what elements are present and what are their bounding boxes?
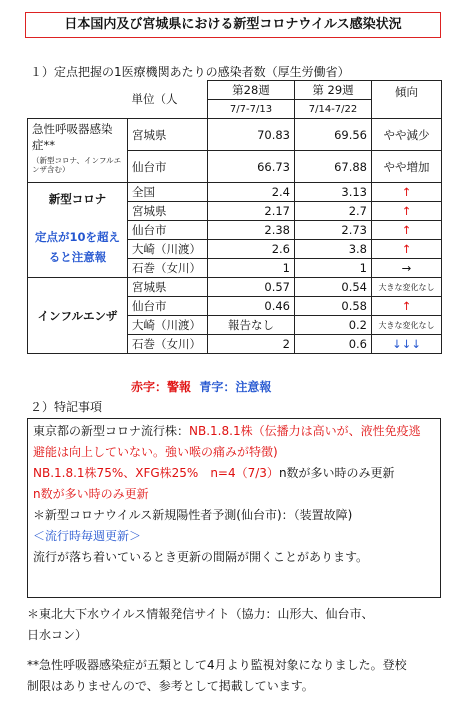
covid-area: 仙台市 (128, 221, 208, 240)
covid-group-cell (28, 183, 128, 278)
legend-blue: 青字：注意報 (199, 380, 272, 394)
legend-red: 赤字：警報 (131, 380, 192, 394)
footer-line3: **急性呼吸器感染症が五類として4月より監視対象になりました。登校 (27, 658, 407, 672)
ari-w29: 67.88 (295, 151, 372, 183)
dates-week28: 7/7-7/13 (208, 100, 295, 119)
header-trend: 傾向 (372, 81, 442, 119)
flu-trend: ↑ (372, 297, 442, 316)
covid-area: 全国 (128, 183, 208, 202)
ari-area: 仙台市 (128, 151, 208, 183)
covid-w28: 2.38 (208, 221, 295, 240)
ari-group-cell (28, 119, 128, 183)
covid-area: 石巻（女川） (128, 259, 208, 278)
flu-w29: 0.2 (295, 316, 372, 335)
covid-trend: → (372, 259, 442, 278)
ari-trend: やや減少 (372, 119, 442, 151)
notes-line3b: n数が多い時のみ更新 (278, 466, 395, 480)
flu-w28: 2 (208, 335, 295, 354)
covid-trend: ↑ (372, 221, 442, 240)
ari-w28: 70.83 (208, 119, 295, 151)
unit-label: 単位（人 (131, 92, 178, 107)
notes-line2: 避能は向上していない。強い喉の痛みが特徴) (33, 445, 278, 459)
notes-box (27, 418, 441, 598)
flu-w29: 0.54 (295, 278, 372, 297)
flu-trend: 大きな変化なし (372, 278, 442, 297)
covid-w29: 3.13 (295, 183, 372, 202)
notes-line1a: 東京都の新型コロナ流行株： (33, 424, 190, 438)
covid-w29: 2.7 (295, 202, 372, 221)
flu-area: 大崎（川渡） (128, 316, 208, 335)
flu-area: 石巻（女川） (128, 335, 208, 354)
covid-label: 新型コロナ (48, 192, 107, 206)
page-title: 日本国内及び宮城県における新型コロナウイルス感染状況 (25, 12, 441, 38)
notes-line5: ＊新型コロナウイルス新規陽性者予測(仙台市)：（装置故障) (33, 508, 353, 522)
covid-w29: 3.8 (295, 240, 372, 259)
covid-alert-note-1: 定点が10を超え (34, 230, 120, 244)
covid-area: 大崎（川渡） (128, 240, 208, 259)
notes-line6: ＜流行時毎週更新＞ (33, 529, 142, 543)
flu-w28: 報告なし (208, 316, 295, 335)
infection-table (27, 80, 442, 354)
covid-w28: 2.4 (208, 183, 295, 202)
footer-line4: 制限はありませんので、参考として掲載しています。 (27, 679, 314, 693)
color-legend (131, 378, 271, 395)
notes-line3a: NB.1.8.1株75%、XFG株25% n=4（7/3） (33, 466, 279, 480)
covid-w29: 2.73 (295, 221, 372, 240)
footer-line1: ＊東北大下水ウイルス情報発信サイト（協力：山形大、仙台市、 (27, 607, 374, 621)
flu-trend: ↓↓↓ (372, 335, 442, 354)
covid-w28: 2.6 (208, 240, 295, 259)
flu-area: 仙台市 (128, 297, 208, 316)
covid-trend: ↑ (372, 183, 442, 202)
section-2-heading: ２）特記事項 (30, 400, 103, 414)
covid-w28: 2.17 (208, 202, 295, 221)
ari-w29: 69.56 (295, 119, 372, 151)
flu-w29: 0.6 (295, 335, 372, 354)
ari-w28: 66.73 (208, 151, 295, 183)
flu-w29: 0.58 (295, 297, 372, 316)
section-1-heading: １）定点把握の1医療機関あたりの感染者数（厚生労働省） (30, 65, 350, 79)
flu-area: 宮城県 (128, 278, 208, 297)
ari-label: 急性呼吸器感染症** (32, 122, 113, 152)
notes-line1b: NB.1.8.1株（伝播力は高いが、液性免疫逃 (189, 424, 421, 438)
covid-w29: 1 (295, 259, 372, 278)
header-week28: 第28週 (208, 81, 295, 100)
covid-area: 宮城県 (128, 202, 208, 221)
footer-line2: 日水コン） (27, 628, 88, 642)
ari-note: （新型コロナ、インフルエンザ含む） (32, 156, 122, 174)
dates-week29: 7/14-7/22 (295, 100, 372, 119)
ari-area: 宮城県 (128, 119, 208, 151)
flu-w28: 0.57 (208, 278, 295, 297)
flu-label: インフルエンザ (28, 278, 128, 354)
ari-trend: やや増加 (372, 151, 442, 183)
covid-trend: ↑ (372, 202, 442, 221)
notes-line4: n数が多い時のみ更新 (33, 487, 149, 501)
covid-alert-note-2: ると注意報 (48, 250, 107, 264)
covid-w28: 1 (208, 259, 295, 278)
flu-trend: 大きな変化なし (372, 316, 442, 335)
covid-trend: ↑ (372, 240, 442, 259)
notes-line7: 流行が落ち着いているとき更新の間隔が開くことがあります。 (33, 550, 369, 564)
header-week29: 第 29週 (295, 81, 372, 100)
flu-w28: 0.46 (208, 297, 295, 316)
